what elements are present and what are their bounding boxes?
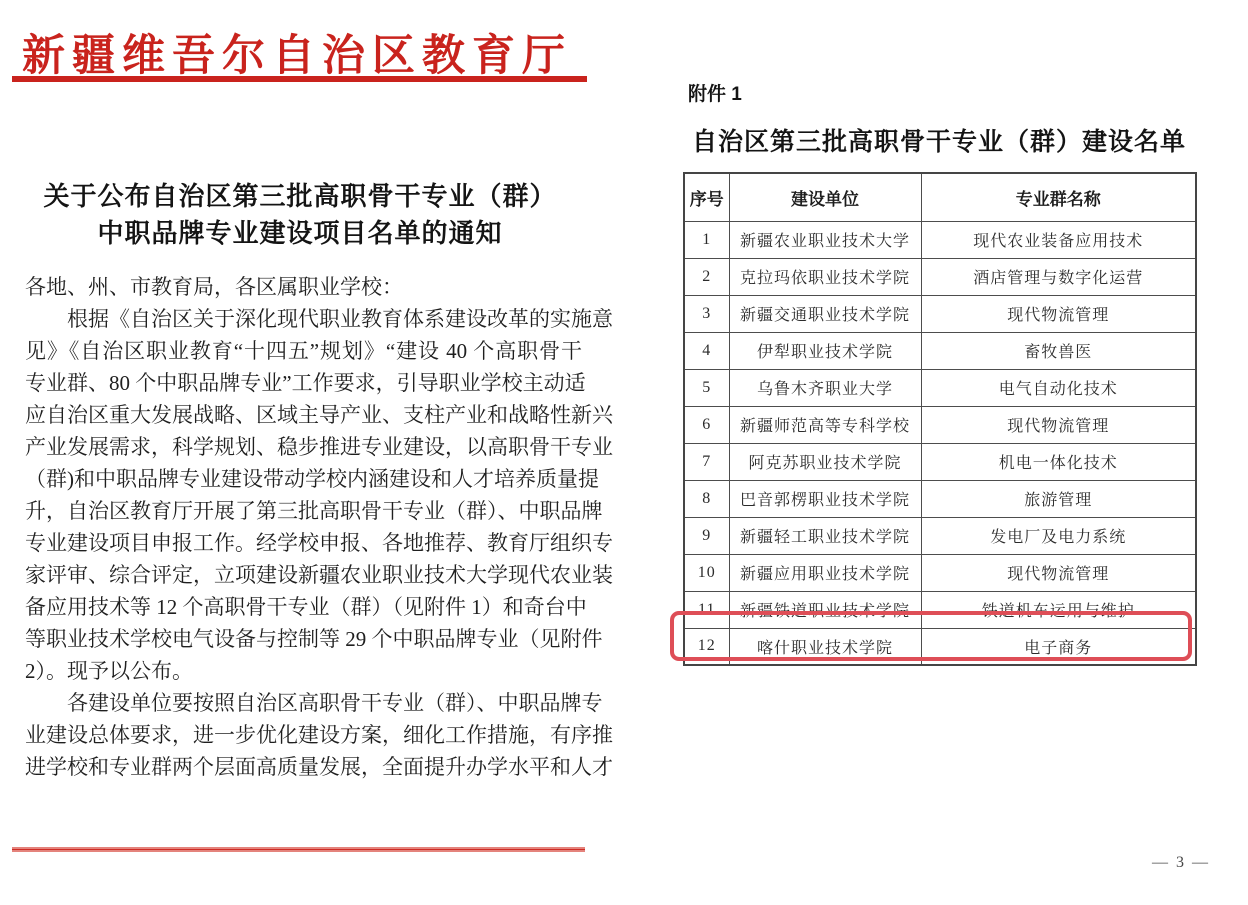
table-row	[684, 480, 1196, 517]
cell-group: 旅游管理	[921, 480, 1196, 517]
notice-title	[0, 178, 600, 252]
cell-unit: 阿克苏职业技术学院	[729, 443, 921, 480]
table-row	[684, 554, 1196, 591]
cell-seq: 8	[684, 480, 729, 517]
cell-unit: 克拉玛依职业技术学院	[729, 258, 921, 295]
body-text-line: 业建设总体要求，进一步优化建设方案，细化工作措施，有序推	[25, 723, 613, 747]
table-row	[684, 406, 1196, 443]
table-row	[684, 591, 1196, 628]
cell-group: 现代农业装备应用技术	[921, 221, 1196, 258]
body-text-line: 家评审、综合评定，立项建设新疆农业职业技术大学现代农业装	[25, 563, 613, 587]
cell-seq: 7	[684, 443, 729, 480]
cell-seq: 3	[684, 295, 729, 332]
table-row	[684, 295, 1196, 332]
cell-unit: 新疆交通职业技术学院	[729, 295, 921, 332]
body-text-line: 各建设单位要按照自治区高职骨干专业（群）、中职品牌专	[25, 691, 603, 715]
attachment-label: 附件 1	[688, 84, 742, 105]
cell-group: 现代物流管理	[921, 295, 1196, 332]
cell-group: 机电一体化技术	[921, 443, 1196, 480]
column-header-unit: 建设单位	[729, 173, 921, 221]
cell-seq: 9	[684, 517, 729, 554]
cell-unit: 喀什职业技术学院	[729, 628, 921, 665]
body-text-line: 进学校和专业群两个层面高质量发展，全面提升办学水平和人才	[25, 755, 613, 779]
body-text-line: 2）。现予以公布。	[25, 659, 193, 683]
table-row	[684, 628, 1196, 665]
table-row	[684, 332, 1196, 369]
cell-group: 铁道机车运用与维护	[921, 591, 1196, 628]
body-text-line: 见》《自治区职业教育“十四五”规划》“建设 40 个高职骨干	[25, 339, 582, 363]
table-body	[684, 221, 1196, 665]
cell-seq: 6	[684, 406, 729, 443]
page-number: — 3 —	[1152, 854, 1210, 871]
cell-unit: 伊犁职业技术学院	[729, 332, 921, 369]
body-text-line: 备应用技术等 12 个高职骨干专业（群）（见附件 1）和奇台中	[25, 595, 587, 619]
body-text-line: 根据《自治区关于深化现代职业教育体系建设改革的实施意	[25, 307, 613, 331]
notice-salutation: 各地、州、市教育局，各区属职业学校：	[25, 275, 403, 299]
cell-unit: 新疆应用职业技术学院	[729, 554, 921, 591]
body-text-line: 产业发展需求，科学规划、稳步推进专业建设，以高职骨干专业	[25, 435, 613, 459]
cell-group: 发电厂及电力系统	[921, 517, 1196, 554]
cell-seq: 4	[684, 332, 729, 369]
table-row	[684, 369, 1196, 406]
table-row	[684, 517, 1196, 554]
specialty-roster-table	[683, 172, 1197, 666]
cell-group: 畜牧兽医	[921, 332, 1196, 369]
body-text-line: 专业建设项目申报工作。经学校申报、各地推荐、教育厅组织专	[25, 531, 613, 555]
notice-paragraph-2	[25, 687, 613, 783]
notice-paragraph-1	[25, 303, 613, 687]
cell-group: 现代物流管理	[921, 406, 1196, 443]
letterhead-agency-title: 新疆维吾尔自治区教育厅	[22, 33, 572, 80]
cell-unit: 新疆师范高等专科学校	[729, 406, 921, 443]
cell-seq: 10	[684, 554, 729, 591]
body-text-line: 专业群、80 个中职品牌专业”工作要求，引导职业学校主动适	[25, 371, 586, 395]
page-footer-rule	[12, 847, 585, 852]
cell-seq: 12	[684, 628, 729, 665]
table-row	[684, 221, 1196, 258]
body-text-line: （群)和中职品牌专业建设带动学校内涵建设和人才培养质量提	[25, 467, 599, 491]
cell-seq: 11	[684, 591, 729, 628]
body-text-line: 等职业技术学校电气设备与控制等 29 个中职品牌专业（见附件	[25, 627, 603, 651]
cell-unit: 乌鲁木齐职业大学	[729, 369, 921, 406]
cell-group: 电子商务	[921, 628, 1196, 665]
cell-unit: 新疆轻工职业技术学院	[729, 517, 921, 554]
notice-title-line-2: 中职品牌专业建设项目名单的通知	[97, 219, 503, 248]
letterhead-double-rule	[12, 76, 587, 82]
body-text-line: 升，自治区教育厅开展了第三批高职骨干专业（群）、中职品牌	[25, 499, 603, 523]
table-row	[684, 443, 1196, 480]
column-header-group: 专业群名称	[921, 173, 1196, 221]
table-row	[684, 258, 1196, 295]
cell-unit: 新疆农业职业技术大学	[729, 221, 921, 258]
cell-unit: 新疆铁道职业技术学院	[729, 591, 921, 628]
cell-seq: 1	[684, 221, 729, 258]
table-header-row	[684, 173, 1196, 221]
column-header-seq: 序号	[684, 173, 729, 221]
cell-unit: 巴音郭楞职业技术学院	[729, 480, 921, 517]
notice-body	[25, 271, 613, 783]
body-text-line: 应自治区重大发展战略、区域主导产业、支柱产业和战略性新兴	[25, 403, 613, 427]
notice-title-line-1: 关于公布自治区第三批高职骨干专业（群）	[43, 182, 557, 211]
cell-seq: 2	[684, 258, 729, 295]
cell-group: 酒店管理与数字化运营	[921, 258, 1196, 295]
cell-seq: 5	[684, 369, 729, 406]
cell-group: 现代物流管理	[921, 554, 1196, 591]
attachment-table-title: 自治区第三批高职骨干专业（群）建设名单	[691, 129, 1186, 156]
cell-group: 电气自动化技术	[921, 369, 1196, 406]
